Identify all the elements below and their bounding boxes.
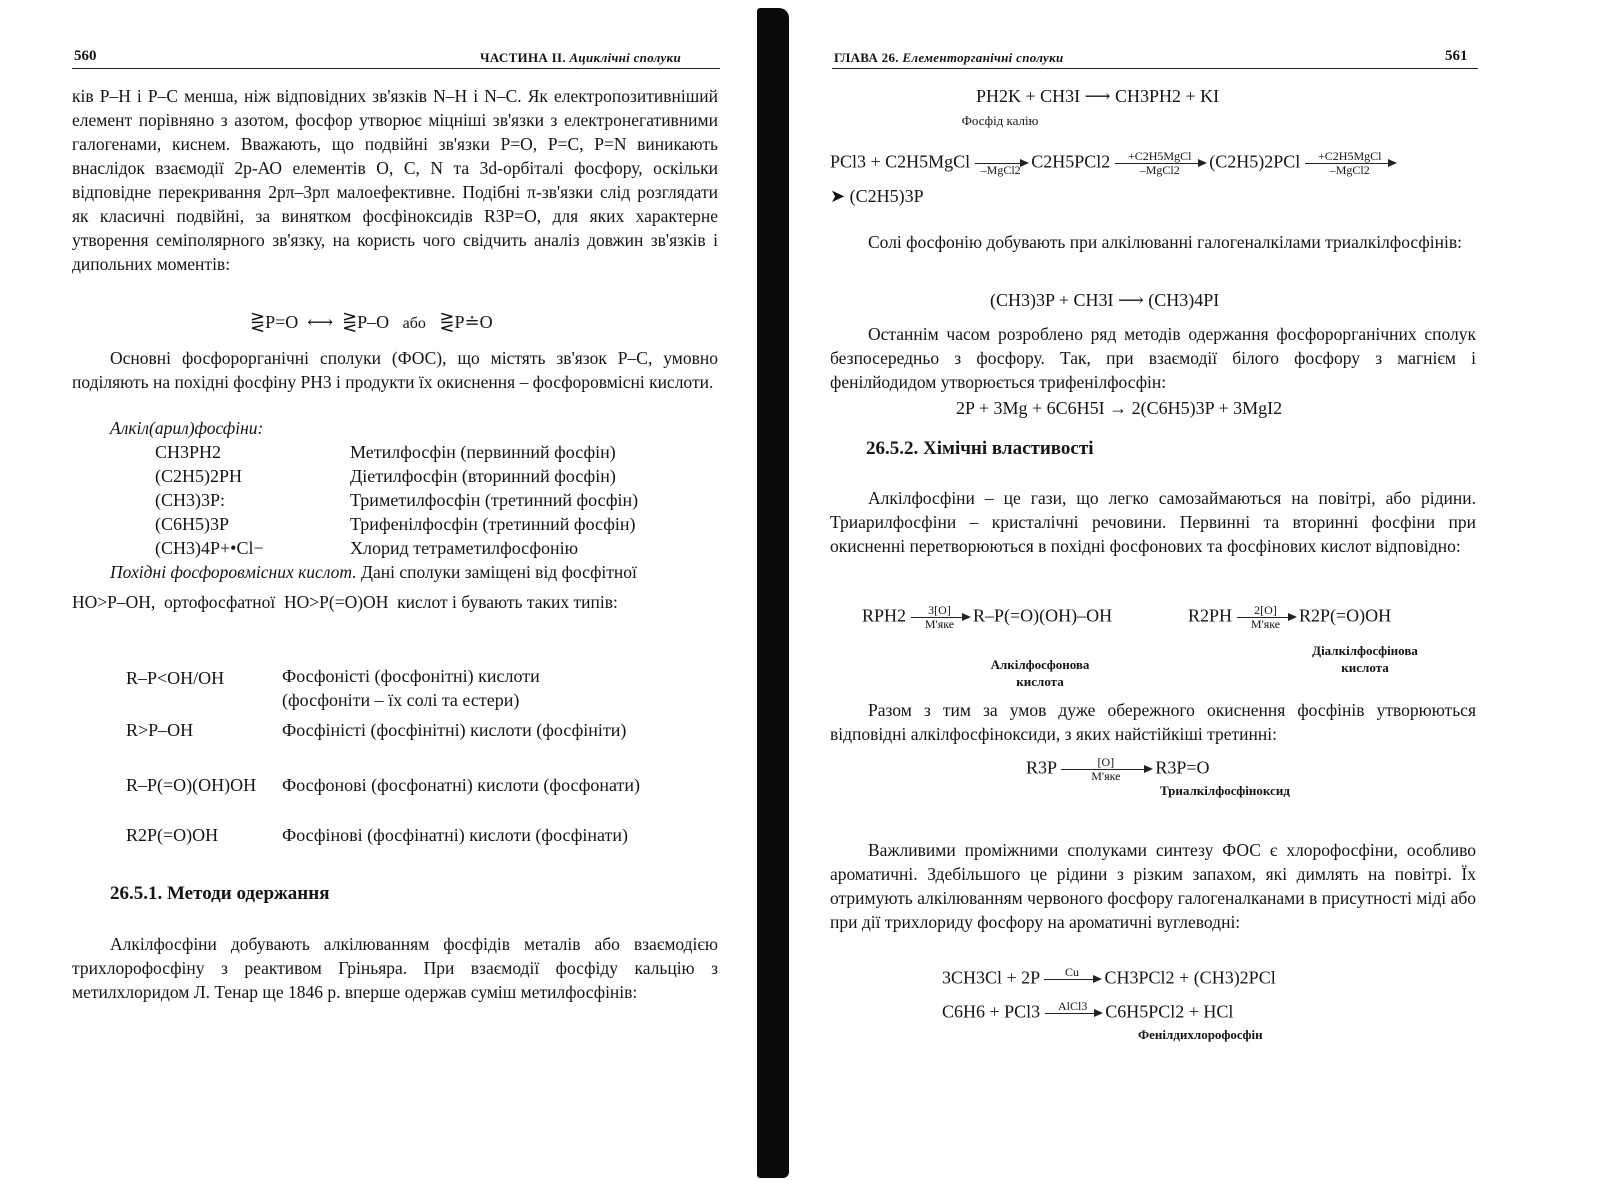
right-page — [800, 0, 1605, 1186]
acid-name: Фосфіністі (фосфінітні) кислоти (фосфініти) — [282, 720, 627, 740]
acid-formula: R2P(=O)OH — [126, 825, 219, 845]
running-header: ГЛАВА 26. Елементорганічні сполуки — [834, 50, 1064, 65]
oxidation-secondary: R2PH 2[O] М'яке R2P(=O)OH — [1188, 603, 1392, 631]
acid-formula: R>P–OH — [126, 720, 194, 740]
paragraph: Алкілфосфіни добувають алкілюванням фосфідів металів або взаємодією трихлорофосфіну з реактивом Гріньяра. При взаємодії фосфіду кальцію з метилхлоридом Л. Тенар ще 1846 р. вперше одержав суміш метилфосфінів: — [72, 934, 718, 1002]
list-item-name: Метилфосфін (первинний фосфін) — [350, 442, 616, 462]
equation: 2P + 3Mg + 6C6H5I → 2(C6H5)3P + 3MgI2 — [956, 398, 1283, 418]
paragraph: ків P–H і P–C менша, ніж відповідних зв'язків N–H і N–C. Як електропозитивніший елемент порівняно з азотом, фосфор утворює міцніші зв'язки з електронегативними галогенами, киснем. Вважають, що подвійні зв'язки P=O, P=C, P=N виникають внаслідок взаємодії 2p-АО елементів O, C, N та 3d-орбіталі фосфору, оскільки відповідне перекривання 2pπ–3pπ малоефективне. Подібні π-зв'язки слід розглядати як класичні подвійні, за винятком фосфіноксидів R3P=O, для яких характерне утворення семіполярного зв'язку, на користь чого свідчить аналіз довжин зв'язків і дипольних моментів: — [72, 86, 718, 274]
list-item-name: Хлорид тетраметилфосфонію — [350, 538, 579, 558]
paragraph: Важливими проміжними сполуками синтезу ФОС є хлорофосфіни, особливо ароматичні. Здебільшого це рідини з різким запахом, які димлять на повітрі. Їх отримують алкілюванням червоного фосфору галогеналканами в присутності міді або при дії трихлориду фосфору на ароматичні вуглеводні: — [830, 840, 1476, 932]
list-item-formula: (C2H5)2PH — [155, 466, 243, 486]
header-rule — [832, 68, 1478, 69]
product-label: Триалкілфосфіноксид — [1160, 783, 1290, 798]
subheading: Алкіл(арил)фосфіни: — [110, 418, 264, 438]
oxidation-primary: RPH2 3[O] М'яке R–P(=O)(OH)–OH — [862, 603, 1113, 631]
arrow — [1045, 1013, 1101, 1014]
section-title: 26.5.2. Хімічні властивості — [866, 438, 1094, 459]
equation: PH2K + CH3I ⟶ CH3PH2 + KI — [976, 86, 1220, 106]
paragraph: Основні фосфорорганічні сполуки (ФОС), що містять зв'язок P–C, умовно поділяють на похідні фосфіну PH3 і продукти їх окиснення – фосфоровмісні кислоти. — [72, 348, 718, 392]
product-label: Діалкілфосфінова кислота — [1312, 643, 1418, 675]
equation-grignard: PCl3 + C2H5MgCl –MgCl2 C2H5PCl2 +C2H5MgCl –MgCl2 (C2H5)2PCl +C2H5MgCl –MgCl2 — [830, 150, 1395, 177]
book-gutter — [757, 8, 789, 1178]
oxidation-tertiary: R3P [O] М'яке R3P=O — [1026, 755, 1210, 783]
list-item-name: Триметилфосфін (третинний фосфін) — [350, 490, 639, 510]
list-item-formula: (CH3)3P: — [155, 490, 226, 510]
derivatives-intro: Похідні фосфоровмісних кислот. Дані сполуки заміщені від фосфітної — [110, 562, 637, 582]
page-number: 560 — [74, 48, 97, 64]
derivatives-formulas: HO>P–OH, ортофосфатної HO>P(=O)OH кислот і бувають таких типів: — [72, 592, 618, 612]
arrow — [911, 617, 969, 618]
equation-product: ➤ (C2H5)3P — [830, 186, 924, 206]
equation: C6H6 + PCl3 AlCl3 C6H5PCl2 + HCl — [942, 999, 1234, 1022]
product-label: Алкілфосфонова кислота — [990, 657, 1090, 689]
list-item-name: Діетилфосфін (вторинний фосфін) — [350, 466, 616, 486]
acid-formula: R–P(=O)(OH)OH — [126, 775, 257, 795]
list-item-formula: (CH3)4P+•Cl− — [155, 538, 264, 558]
arrow — [1237, 617, 1295, 618]
resonance-formula: ⋛P=O ⟷ ⋛P–O або ⋛P≐O — [250, 312, 493, 332]
page-number: 561 — [1445, 48, 1468, 64]
arrow — [1061, 769, 1151, 770]
arrow — [975, 163, 1027, 164]
list-item-formula: CH3PH2 — [155, 442, 222, 462]
acid-formula: R–P<OH/OH — [126, 668, 225, 688]
running-header: ЧАСТИНА II. Ациклічні сполуки — [480, 50, 681, 65]
paragraph: Солі фосфонію добувають при алкілюванні галогеналкілами триалкілфосфінів: — [868, 232, 1462, 252]
acid-name-note: (фосфоніти – їх солі та естери) — [282, 690, 520, 710]
arrow — [1305, 163, 1395, 164]
section-title: 26.5.1. Методи одержання — [110, 883, 330, 904]
equation: 3CH3Cl + 2P Cu CH3PCl2 + (CH3)2PCl — [942, 965, 1276, 988]
acid-name: Фосфоністі (фосфонітні) кислоти — [282, 666, 540, 686]
equation: (CH3)3P + CH3I ⟶ (CH3)4PI — [990, 290, 1220, 310]
arrow — [1044, 979, 1100, 980]
equation-label: Фосфід калію — [961, 113, 1039, 128]
paragraph: Останнім часом розроблено ряд методів одержання фосфорорганічних сполук безпосередньо з фосфору. Так, при взаємодії білого фосфору з магнієм і фенілйодидом утворюється трифенілфосфін: — [830, 324, 1476, 392]
header-rule — [72, 68, 720, 69]
acid-name: Фосфінові (фосфінатні) кислоти (фосфінати) — [282, 825, 629, 845]
list-item-name: Трифенілфосфін (третинний фосфін) — [350, 514, 636, 534]
left-page — [0, 0, 760, 1186]
arrow — [1115, 163, 1205, 164]
acid-name: Фосфонові (фосфонатні) кислоти (фосфонати) — [282, 775, 641, 795]
list-item-formula: (C6H5)3P — [155, 514, 230, 534]
product-label: Фенілдихлорофосфін — [1138, 1027, 1263, 1042]
paragraph: Алкілфосфіни – це гази, що легко самозаймаються на повітрі, або рідини. Триарилфосфіни – кристалічні речовини. Первинні та вторинні фосфіни при окисненні перетворюються в похідні фосфонових та фосфінових кислот відповідно: — [830, 488, 1476, 556]
paragraph: Разом з тим за умов дуже обережного окиснення фосфінів утворюються відповідні алкілфосфіноксиди, з яких найстійкіші третинні: — [830, 700, 1476, 744]
